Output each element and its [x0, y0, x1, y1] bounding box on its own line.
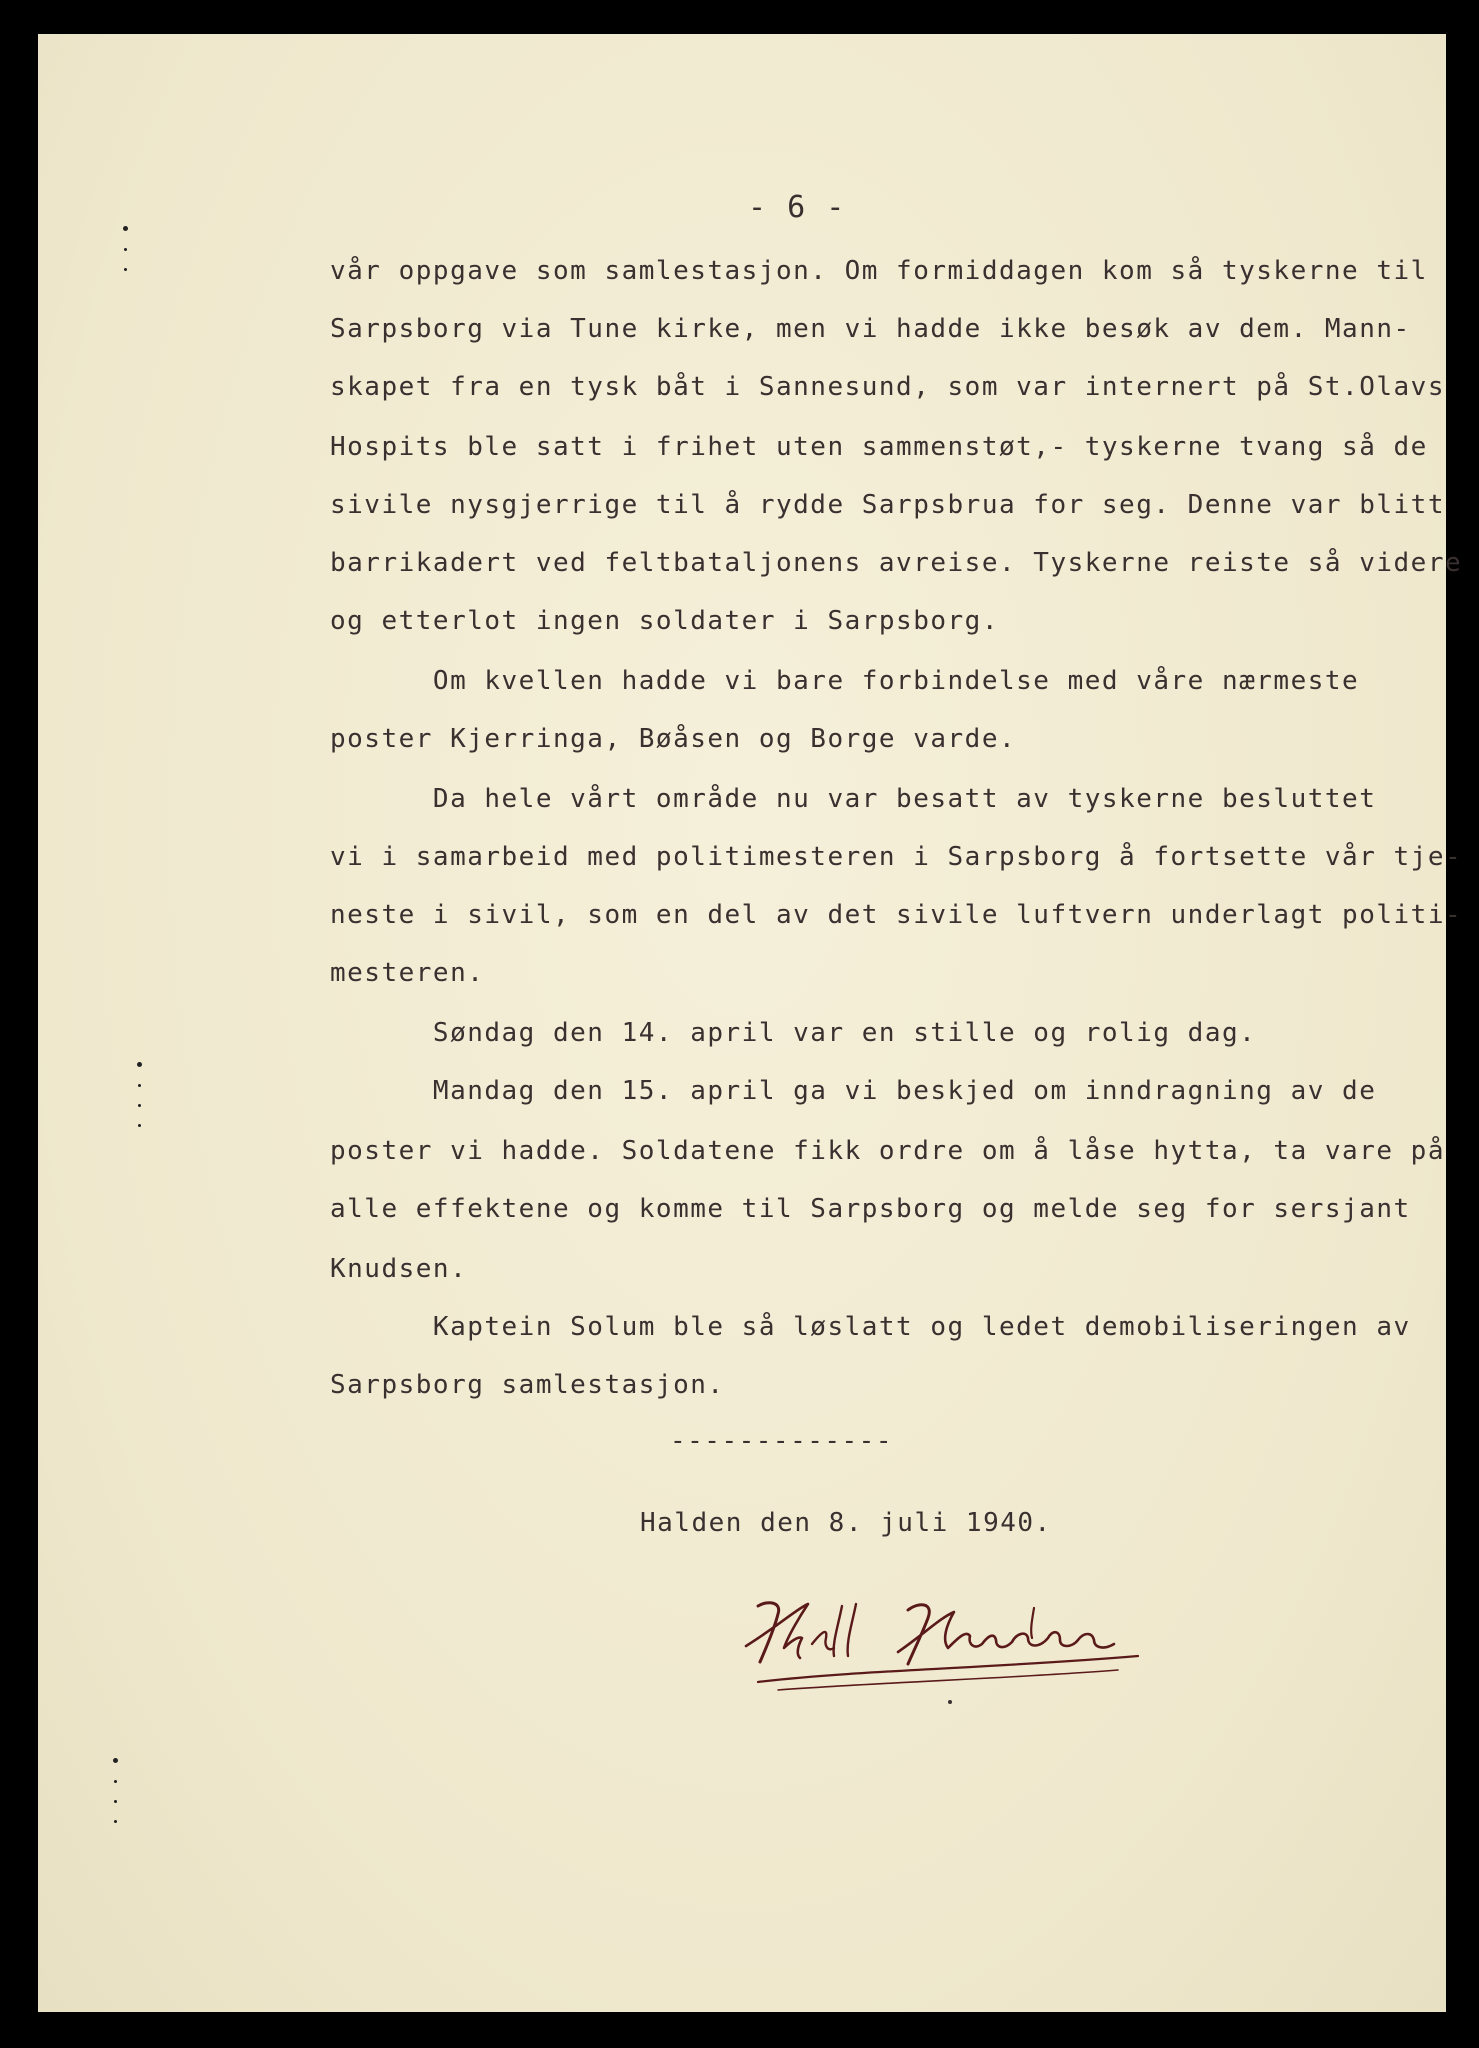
page-number: - 6 -	[748, 190, 846, 225]
body-line: og etterlot ingen soldater i Sarpsborg.	[330, 606, 999, 636]
body-line: skapet fra en tysk båt i Sannesund, som var internert på St.Olavs	[330, 372, 1445, 402]
body-line: vi i samarbeid med politimesteren i Sarpsborg å fortsette vår tje-	[330, 842, 1463, 872]
body-line: Om kvellen hadde vi bare forbindelse med våre nærmeste	[330, 666, 1360, 696]
handwritten-signature	[738, 1586, 1168, 1706]
body-line: Knudsen.	[330, 1254, 468, 1284]
body-line: alle effektene og komme til Sarpsborg og melde seg for sersjant	[330, 1194, 1411, 1224]
body-line: Sarpsborg samlestasjon.	[330, 1370, 725, 1400]
body-line: poster vi hadde. Soldatene fikk ordre om å låse hytta, ta vare på	[330, 1136, 1445, 1166]
margin-punch-marks	[120, 226, 132, 288]
margin-punch-marks	[110, 1758, 122, 1840]
body-line: Søndag den 14. april var en stille og rolig dag.	[330, 1018, 1257, 1048]
body-line: barrikadert ved feltbataljonens avreise. Tyskerne reiste så videre	[330, 548, 1463, 578]
margin-punch-marks	[134, 1062, 146, 1144]
section-divider: -------------	[670, 1426, 893, 1456]
signoff-date: Halden den 8. juli 1940.	[640, 1508, 1052, 1538]
body-line: sivile nysgjerrige til å rydde Sarpsbrua for seg. Denne var blitt	[330, 490, 1445, 520]
body-line: Sarpsborg via Tune kirke, men vi hadde ikke besøk av dem. Mann-	[330, 314, 1411, 344]
body-line: Kaptein Solum ble så løslatt og ledet demobiliseringen av	[330, 1312, 1411, 1342]
document-page	[38, 34, 1463, 2012]
body-line: neste i sivil, som en del av det sivile luftvern underlagt politi-	[330, 900, 1463, 930]
body-line: mesteren.	[330, 958, 485, 988]
body-line: vår oppgave som samlestasjon. Om formiddagen kom så tyskerne til	[330, 256, 1428, 286]
body-line: Hospits ble satt i frihet uten sammenstøt,- tyskerne tvang så de	[330, 432, 1428, 462]
body-line: Mandag den 15. april ga vi beskjed om inndragning av de	[330, 1076, 1377, 1106]
body-line: poster Kjerringa, Bøåsen og Borge varde.	[330, 724, 1017, 754]
body-line: Da hele vårt område nu var besatt av tyskerne besluttet	[330, 784, 1377, 814]
